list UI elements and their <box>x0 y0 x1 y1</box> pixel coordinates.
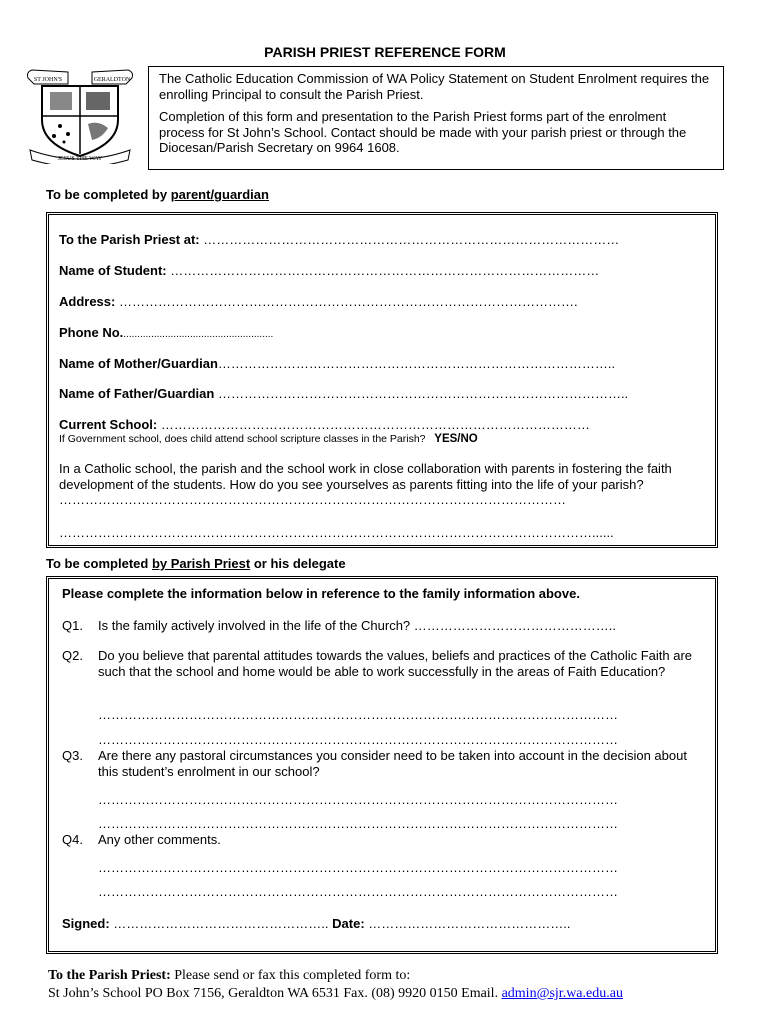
q4-answer-line-2[interactable]: ………………………………………………………………………………………………………… <box>98 884 618 899</box>
date-field[interactable]: ……………………………………….. <box>368 916 571 931</box>
q3-answer-line-1[interactable]: ………………………………………………………………………………………………………… <box>98 792 618 807</box>
parish-priest-field[interactable]: To the Parish Priest at: …………………………………………………………………………………… <box>59 232 620 247</box>
question-2: Q2. Do you believe that parental attitudes towards the values, beliefs and practices of the Catholic Faith are such that the school and home would be able to work successfully in the areas of Faith Education? <box>62 648 693 679</box>
question-3: Q3. Are there any pastoral circumstances you consider need to be taken into account in the decision about this student’s enrolment in our school? <box>62 748 687 779</box>
intro-paragraph-2: Completion of this form and presentation to the Parish Priest forms part of the enrolment process for St John’s School. Contact should be made with your parish priest or through the Diocesan/Parish Secretary on 9964 1608. <box>159 109 687 155</box>
footer-instruction: To the Parish Priest: Please send or fax this completed form to: <box>48 968 411 983</box>
parish-life-answer-line[interactable]: ……………………………………………………………………………………………………………...... <box>59 525 614 540</box>
section2-heading: To be completed by Parish Priest or his delegate <box>46 556 346 571</box>
section1-heading: To be completed by parent/guardian <box>46 187 269 202</box>
parish-life-question: In a Catholic school, the parish and the school work in close collaboration with parents in fostering the faith development of the students. How do you see yourselves as parents fitting into the life of your parish? ……………………………………………………………………………………………………… <box>59 461 672 507</box>
footer-address: St John’s School PO Box 7156, Geraldton WA 6531 Fax. (08) 9920 0150 Email. admin@sjr.wa.edu.au <box>48 986 623 1001</box>
scripture-question: If Government school, does child attend school scripture classes in the Parish? YES/NO <box>59 433 478 445</box>
q2-answer-line-2[interactable]: ………………………………………………………………………………………………………… <box>98 732 618 747</box>
mother-guardian-field[interactable]: Name of Mother/Guardian……………………………………………………………………………….. <box>59 356 616 371</box>
crest-banner-left: ST JOHN'S <box>33 77 63 83</box>
signed-field[interactable]: ………………………………………….. <box>113 916 329 931</box>
current-school-field[interactable]: Current School: ……………………………………………………………………………………… <box>59 417 590 432</box>
crest-banner-right: GERALDTON <box>93 77 131 83</box>
school-crest-logo <box>24 64 136 164</box>
priest-instruction: Please complete the information below in reference to the family information above. <box>62 586 580 601</box>
intro-box <box>148 66 724 170</box>
q4-answer-line-1[interactable]: ………………………………………………………………………………………………………… <box>98 860 618 875</box>
page-title: PARISH PRIEST REFERENCE FORM <box>264 44 506 60</box>
date-label: Date: <box>332 916 365 931</box>
address-field[interactable]: Address: ……………………………………………………………………………………………. <box>59 294 578 309</box>
signed-date-row <box>62 916 571 931</box>
q3-answer-line-2[interactable]: ………………………………………………………………………………………………………… <box>98 816 618 831</box>
crest-motto: JESUS THE WAY <box>57 156 103 162</box>
email-link[interactable]: admin@sjr.wa.edu.au <box>501 986 623 1001</box>
student-name-field[interactable]: Name of Student: ……………………………………………………………………………………… <box>59 263 600 278</box>
q2-answer-line-1[interactable]: ………………………………………………………………………………………………………… <box>98 707 618 722</box>
question-4: Q4. Any other comments. <box>62 832 221 847</box>
phone-field[interactable]: Phone No....................................................... <box>59 325 274 340</box>
intro-paragraph-1: The Catholic Education Commission of WA Policy Statement on Student Enrolment requires the enrolling Principal to consult the Parish Priest. <box>159 71 710 102</box>
father-guardian-field[interactable]: Name of Father/Guardian ………………………………………………………………………………….. <box>59 386 629 401</box>
signed-label: Signed: <box>62 916 110 931</box>
question-1: Q1. Is the family actively involved in the life of the Church? ……………………………………….. <box>62 618 616 633</box>
scripture-yes-no[interactable]: YES/NO <box>434 433 478 445</box>
